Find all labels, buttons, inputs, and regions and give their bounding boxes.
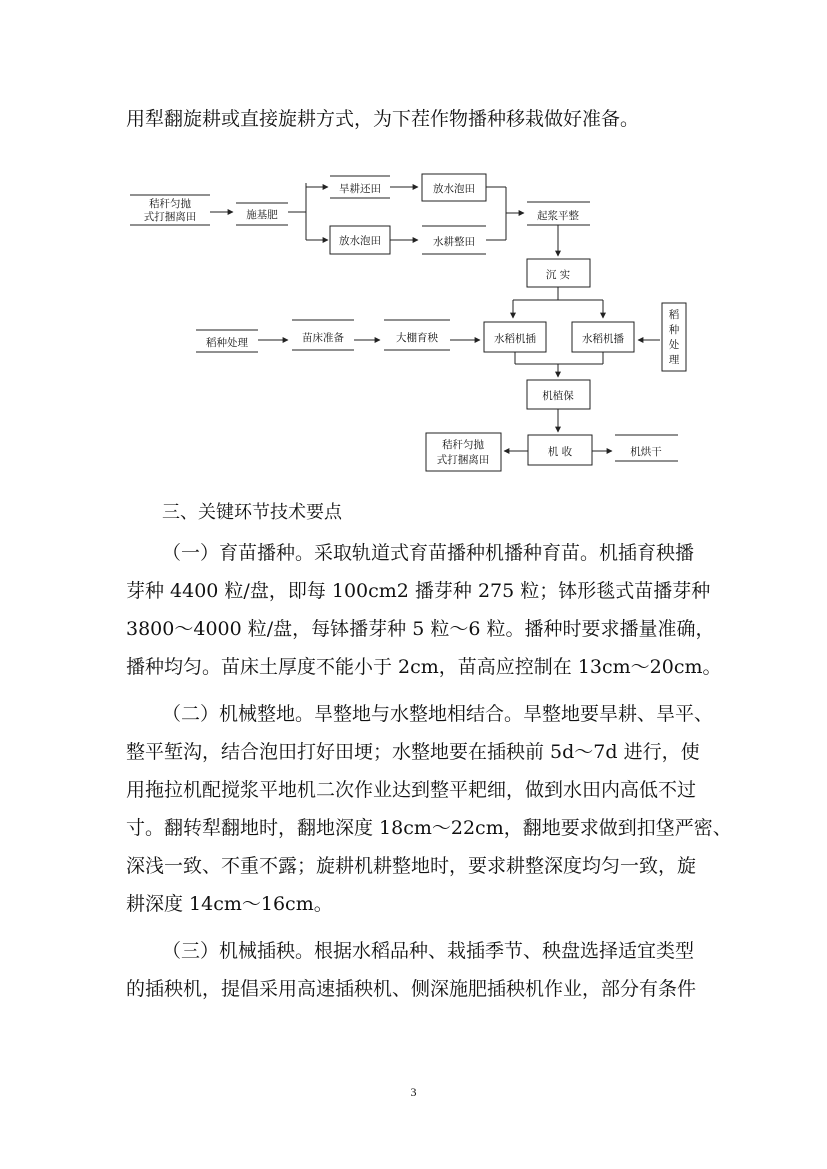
paragraph-3-line-1: （三）机械插秧。根据水稻品种、栽插季节、秧盘选择适宜类型 [162,940,695,962]
node-seed-treatment-left [196,330,258,352]
node-water-till [422,226,486,254]
svg-text:机植保: 机植保 [542,390,574,402]
paragraph-2-line-1: （二）机械整地。旱整地与水整地相结合。旱整地要旱耕、旱平、 [162,703,714,725]
svg-text:旱耕还田: 旱耕还田 [339,183,381,195]
svg-text:稻: 稻 [668,309,680,321]
process-flowchart [0,0,827,480]
node-drying [615,435,678,461]
node-greenhouse [384,320,450,350]
node-straw-bottom [426,433,501,471]
svg-text:水耕整田: 水耕整田 [433,236,475,248]
svg-text:苗床准备: 苗床准备 [302,332,344,344]
node-flood-soak-top [422,174,486,201]
svg-text:稻种处理: 稻种处理 [206,337,248,349]
paragraph-2-line-3: 用拖拉机配搅浆平地机二次作业达到整平耙细，做到水田内高低不过 [126,779,697,801]
svg-text:理: 理 [668,354,680,366]
node-straw-top [130,195,210,225]
paragraph-1-line-1: （一）育苗播种。采取轨道式育苗播种机播种育苗。机插育秧播 [162,542,695,564]
paragraph-1-line-3: 3800～4000 粒/盘，每钵播芽种 5 粒～6 粒。播种时要求播量准确， [126,618,715,640]
svg-text:大棚育秧: 大棚育秧 [396,332,438,344]
svg-text:沉 实: 沉 实 [545,269,571,281]
node-straw-top-line1: 秸秆匀抛 [149,198,191,210]
svg-text:起浆平整: 起浆平整 [537,210,579,222]
svg-text:秸秆匀抛: 秸秆匀抛 [442,439,484,451]
paragraph-2-line-4: 寸。翻转犁翻地时，翻地深度 18cm～22cm，翻地要求做到扣垡严密、 [126,817,732,839]
paragraph-1-line-4: 播种均匀。苗床土厚度不能小于 2cm，苗高应控制在 13cm～20cm。 [126,656,722,678]
svg-text:处: 处 [668,339,680,351]
paragraph-2-line-2: 整平堑沟，结合泡田打好田埂；水整地要在插秧前 5d～7d 进行，使 [126,741,700,763]
node-seed-treatment-right [662,303,686,371]
svg-text:机 收: 机 收 [547,446,573,458]
node-apply-fertilizer [236,203,288,225]
node-settle [527,259,590,287]
svg-text:机烘干: 机烘干 [630,446,662,458]
svg-text:式打捆离田: 式打捆离田 [436,454,490,466]
section-heading: 三、关键环节技术要点 [162,502,342,523]
paragraph-2-line-6: 耕深度 14cm～16cm。 [126,893,333,915]
paragraph-1-line-2: 芽种 4400 粒/盘，即每 100cm2 播芽种 275 粒；钵形毯式苗播芽种 [126,580,711,602]
paragraph-2-line-5: 深浅一致、不重不露；旋耕机耕整地时，要求耕整深度均匀一致，旋 [126,855,697,877]
svg-text:水稻机播: 水稻机播 [582,333,624,345]
node-seedbed-prep [292,320,354,350]
svg-text:种: 种 [668,324,680,336]
page-number: 3 [410,1085,417,1099]
node-transplant [484,322,546,352]
svg-text:施基肥: 施基肥 [246,209,278,221]
node-level [527,202,590,225]
node-dry-till [330,176,390,198]
node-harvest [528,435,592,465]
node-direct-seed [572,322,634,352]
node-straw-top-line2: 式打捆离田 [143,211,197,223]
svg-text:放水泡田: 放水泡田 [339,235,381,247]
node-plant-protection [527,380,590,409]
intro-line: 用犁翻旋耕或直接旋耕方式，为下茬作物播种移栽做好准备。 [126,108,640,130]
svg-text:水稻机插: 水稻机插 [494,333,536,345]
svg-text:放水泡田: 放水泡田 [433,183,475,195]
paragraph-3-line-2: 的插秧机，提倡采用高速插秧机、侧深施肥插秧机作业，部分有条件 [126,978,697,1000]
node-flood-soak-bottom [330,226,390,254]
